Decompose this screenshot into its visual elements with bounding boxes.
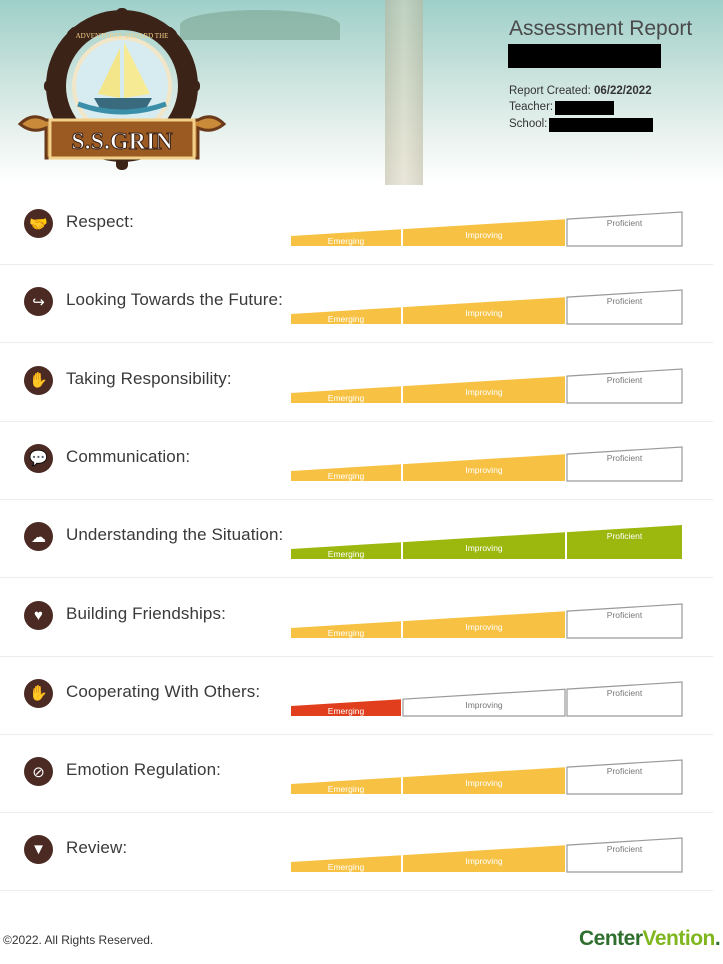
skill-row xyxy=(0,499,713,578)
level-label-proficient: Proficient xyxy=(606,296,643,307)
level-label-improving: Improving xyxy=(465,386,503,397)
report-created-line xyxy=(509,85,652,97)
level-label-proficient: Proficient xyxy=(606,844,643,855)
arrow-turn-icon: ↪ xyxy=(24,287,53,316)
brand-dot: . xyxy=(714,927,721,950)
level-label-proficient: Proficient xyxy=(606,452,643,463)
triangle-down-icon: ▼ xyxy=(24,835,53,864)
skill-label: Emotion Regulation: xyxy=(66,760,221,780)
report-created-value: 06/22/2022 xyxy=(594,85,652,97)
level-label-proficient: Proficient xyxy=(606,609,643,620)
level-label-improving: Improving xyxy=(465,543,503,554)
level-label-emerging: Emerging xyxy=(327,236,365,246)
level-label-improving: Improving xyxy=(465,699,503,710)
teacher-name-redacted xyxy=(555,101,614,115)
school-label: School: xyxy=(509,118,548,130)
level-label-emerging: Emerging xyxy=(327,862,365,873)
skill-label: Review: xyxy=(66,838,128,858)
skill-row xyxy=(0,264,713,343)
level-label-emerging: Emerging xyxy=(327,470,365,481)
skill-label: Cooperating With Others: xyxy=(66,681,261,701)
report-created-label: Report Created: xyxy=(509,85,591,97)
level-label-proficient: Proficient xyxy=(606,218,643,228)
thought-bubble-icon: ☁ xyxy=(24,522,53,551)
brand-part2: Vention xyxy=(642,927,715,950)
school-line xyxy=(509,118,547,130)
skill-label: Understanding the Situation: xyxy=(66,525,284,545)
centervention-logo xyxy=(579,927,720,951)
level-label-emerging: Emerging xyxy=(327,314,365,325)
skill-label: Looking Towards the Future: xyxy=(66,290,283,310)
level-label-emerging: Emerging xyxy=(327,784,365,795)
skill-row xyxy=(0,734,713,813)
skill-label: Communication: xyxy=(66,446,191,466)
level-label-emerging: Emerging xyxy=(327,549,365,560)
level-label-improving: Improving xyxy=(465,308,503,319)
skill-row xyxy=(0,656,713,735)
ship-mast-background xyxy=(385,0,423,185)
skill-level-meter xyxy=(291,590,686,642)
skill-row xyxy=(0,421,713,500)
level-label-improving: Improving xyxy=(465,230,503,240)
level-label-improving: Improving xyxy=(465,778,503,789)
teacher-label: Teacher: xyxy=(509,101,554,113)
teacher-line xyxy=(509,101,553,113)
logo-arc-text: ADVENTURES ABOARD THE xyxy=(75,32,169,40)
level-label-emerging: Emerging xyxy=(327,627,365,638)
heart-icon: ♥ xyxy=(24,601,53,630)
skill-row xyxy=(0,186,713,265)
skill-row xyxy=(0,343,713,422)
skill-row xyxy=(0,812,713,891)
skill-level-meter xyxy=(291,824,686,876)
skill-label: Building Friendships: xyxy=(66,603,226,623)
copyright-text: ©2022. All Rights Reserved. xyxy=(3,933,154,947)
level-label-proficient: Proficient xyxy=(606,687,643,698)
hand-magnifier-icon: ✋ xyxy=(24,366,53,395)
skill-row xyxy=(0,578,713,657)
skill-level-meter xyxy=(291,355,686,407)
speech-bubble-icon: 💬 xyxy=(24,444,53,473)
student-name-redacted xyxy=(508,44,661,68)
level-label-improving: Improving xyxy=(465,464,503,475)
level-label-improving: Improving xyxy=(465,621,503,632)
skill-label: Respect: xyxy=(66,212,134,231)
report-title: Assessment Report xyxy=(509,17,693,40)
skill-level-meter xyxy=(291,433,686,485)
school-name-redacted xyxy=(549,118,653,132)
skill-label: Taking Responsibility: xyxy=(66,368,232,388)
level-label-proficient: Proficient xyxy=(606,531,643,542)
handshake-icon: 🤝 xyxy=(24,209,53,238)
skill-level-meter xyxy=(291,746,686,798)
skill-level-meter xyxy=(291,668,686,720)
skill-level-meter xyxy=(291,198,686,250)
compass-icon: ⊘ xyxy=(24,757,53,786)
hand-print-icon: ✋ xyxy=(24,679,53,708)
ss-grin-logo xyxy=(12,8,232,178)
level-label-proficient: Proficient xyxy=(606,374,643,385)
level-label-improving: Improving xyxy=(465,856,503,867)
level-label-proficient: Proficient xyxy=(606,766,643,777)
level-label-emerging: Emerging xyxy=(327,705,365,716)
skill-level-meter xyxy=(291,276,686,328)
skill-level-meter xyxy=(291,511,686,563)
level-label-emerging: Emerging xyxy=(327,392,365,403)
logo-title-text: S.S.GRIN xyxy=(71,129,173,155)
report-header xyxy=(0,0,723,185)
brand-part1: Center xyxy=(579,927,643,950)
